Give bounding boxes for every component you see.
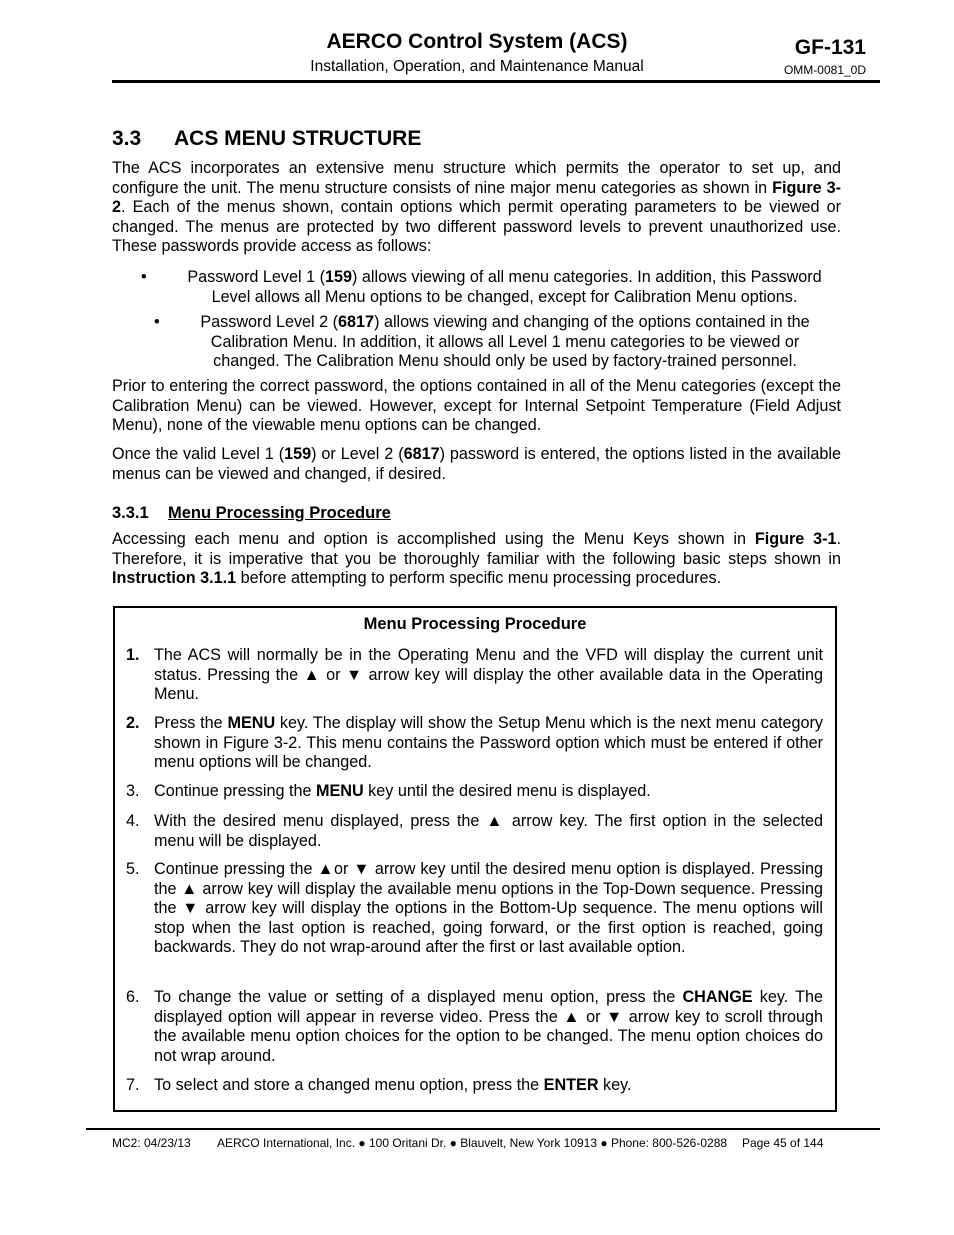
subsection-heading — [112, 504, 391, 523]
step-text: The ACS will normally be in the Operating Menu and the VFD will display the current unit status. Pressing the ▲ or ▼ arrow key will display the other available data in the Operating Menu. — [154, 646, 823, 704]
bullet-item — [141, 268, 841, 307]
password-note: Prior to entering the correct password, the options contained in all of the Menu categories (except the Calibration Menu) can be viewed. However, except for Internal Setpoint Temperature (Field Adjust Menu), none of the viewable menu options can be changed. — [112, 377, 841, 435]
footer-page: Page 45 of 144 — [742, 1136, 824, 1150]
bullet-icon: • — [141, 268, 147, 286]
step-number: 7. — [126, 1076, 140, 1094]
bullet-item — [154, 313, 828, 372]
footer-date: MC2: 04/23/13 — [112, 1136, 191, 1150]
header-rule — [112, 80, 880, 83]
step-text: Press the MENU key. The display will show the Setup Menu which is the next menu category shown in Figure 3-2. This menu contains the Password option which must be entered if other menu options will be changed. — [154, 714, 823, 772]
step-number: 4. — [126, 812, 140, 830]
bullet-text: Password Level 2 (6817) allows viewing and changing of the options contained in the Calibration Menu. In addition, it allows all Level 1 menu categories to be viewed or changed. The Calibration Menu should only be used by factory-trained personnel. — [200, 313, 810, 371]
document-title: AERCO Control System (ACS) — [326, 30, 628, 53]
access-note: Once the valid Level 1 (159) or Level 2 (6817) password is entered, the options listed in the available menus can be viewed and changed, if desired. — [112, 445, 841, 483]
step-number: 1. — [126, 646, 140, 664]
footer-rule — [86, 1128, 880, 1130]
procedure-title: Menu Processing Procedure — [363, 615, 587, 633]
section-heading — [112, 127, 421, 151]
section-title: ACS MENU STRUCTURE — [174, 127, 422, 150]
document-subtitle: Installation, Operation, and Maintenance Manual — [310, 58, 644, 75]
step-number: 3. — [126, 782, 140, 800]
bullet-icon: • — [154, 313, 160, 331]
step-number: 5. — [126, 860, 140, 878]
section-number: 3.3 — [112, 127, 142, 150]
step-text: Continue pressing the MENU key until the desired menu is displayed. — [154, 782, 651, 800]
section-intro: The ACS incorporates an extensive menu structure which permits the operator to set up, and configure the unit. The menu structure consists of nine major menu categories as shown in Figure 3-2. Each of the menus shown, contain options which permit operating parameters to be viewed or changed. The menus are protected by two different password levels to prevent unauthorized use. These passwords provide access as follows: — [112, 159, 841, 256]
subsection-title: Menu Processing Procedure — [168, 504, 391, 522]
subsection-number: 3.3.1 — [112, 504, 149, 522]
step-text: To select and store a changed menu option, press the ENTER key. — [154, 1076, 632, 1094]
bullet-text: Password Level 1 (159) allows viewing of all menu categories. In addition, this Password Level allows all Menu options to be changed, except for Calibration Menu options. — [187, 268, 822, 306]
footer-company: AERCO International, Inc. ● 100 Oritani Dr. ● Blauvelt, New York 10913 ● Phone: 800-526-0288 — [217, 1136, 728, 1150]
product-code: GF-131 — [794, 36, 866, 59]
step-number: 6. — [126, 988, 140, 1006]
subsection-intro: Accessing each menu and option is accomplished using the Menu Keys shown in Figure 3-1. Therefore, it is imperative that you be thoroughly familiar with the following basic steps shown in Instruction 3.1.1 before attempting to perform specific menu processing procedures. — [112, 530, 842, 588]
step-number: 2. — [126, 714, 140, 732]
step-text: With the desired menu displayed, press the ▲ arrow key. The first option in the selected menu will be displayed. — [154, 812, 823, 850]
step-text: Continue pressing the ▲or ▼ arrow key until the desired menu option is displayed. Pressing the ▲ arrow key will display the available menu options in the Top-Down sequence. Pressing the ▼ arrow key will display the options in the Bottom-Up sequence. The menu options will stop when the last option is reached, going forward, or the first option is reached, going backwards. They do not wrap-around after the first or last available option. — [154, 860, 823, 957]
step-text: To change the value or setting of a displayed menu option, press the CHANGE key. The displayed option will appear in reverse video. Press the ▲ or ▼ arrow key to scroll through the available menu option choices for the option to be changed. The menu option choices do not wrap around. — [154, 988, 823, 1065]
doc-number: OMM-0081_0D — [783, 63, 866, 77]
